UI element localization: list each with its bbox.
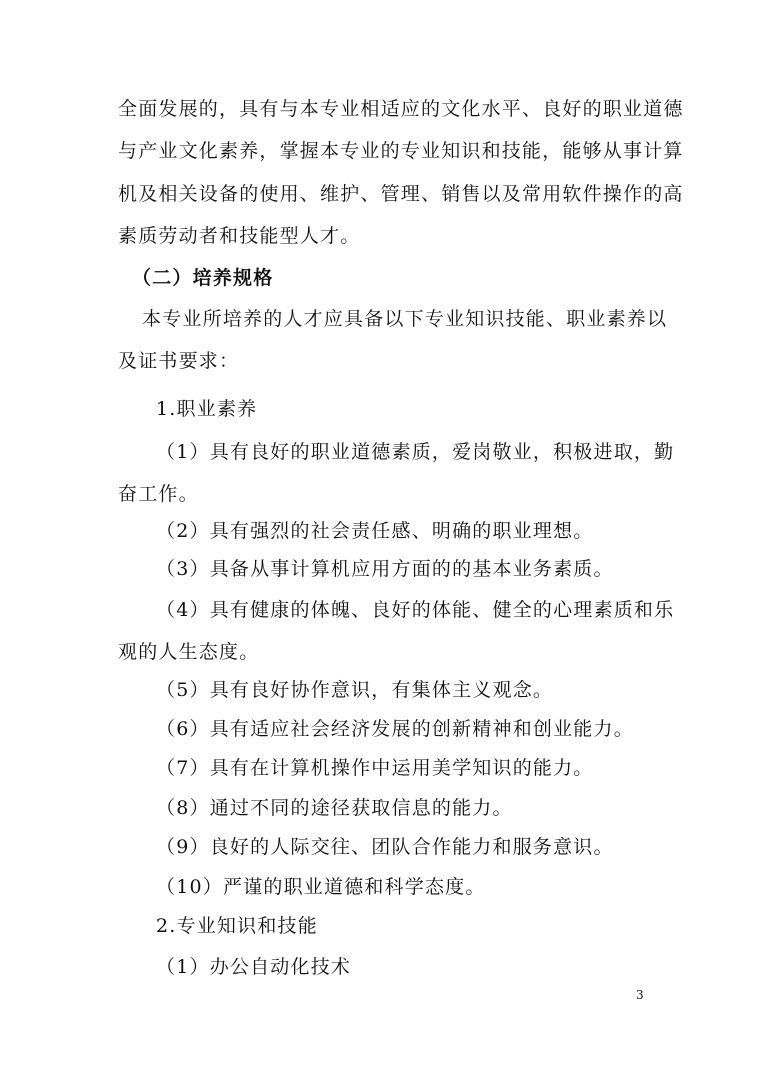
intro-line-4: 素质劳动者和技能型人才。: [118, 225, 361, 247]
quality-item-6: （6）具有适应社会经济发展的创新精神和创业能力。: [156, 718, 634, 740]
quality-item-4-line-1: （4）具有健康的体魄、良好的体能、健全的心理素质和乐: [156, 599, 675, 621]
subheading-knowledge-skills: 2.专业知识和技能: [156, 915, 318, 937]
quality-item-3: （3）具备从事计算机应用方面的的基本业务素质。: [156, 558, 614, 580]
quality-item-2: （2）具有强烈的社会责任感、明确的职业理想。: [156, 520, 594, 542]
quality-item-9: （9）良好的人际交往、团队合作能力和服务意识。: [156, 836, 614, 858]
intro-line-3: 机及相关设备的使用、维护、管理、销售以及常用软件操作的高: [118, 183, 684, 205]
intro-line-1: 全面发展的，具有与本专业相适应的文化水平、良好的职业道德: [118, 98, 684, 120]
section-heading: （二）培养规格: [132, 267, 274, 289]
intro-line-2: 与产业文化素养，掌握本专业的专业知识和技能，能够从事计算: [118, 140, 684, 162]
quality-item-7: （7）具有在计算机操作中运用美学知识的能力。: [156, 757, 594, 779]
quality-item-10: （10）严谨的职业道德和科学态度。: [156, 876, 486, 898]
quality-item-8: （8）通过不同的途径获取信息的能力。: [156, 797, 513, 819]
subheading-professional-quality: 1.职业素养: [156, 398, 258, 420]
spec-intro-line-1: 本专业所培养的人才应具备以下专业知识技能、职业素养以: [142, 308, 668, 330]
quality-item-4-line-2: 观的人生态度。: [118, 641, 260, 663]
spec-intro-line-2: 及证书要求：: [118, 350, 240, 372]
page-number: 3: [636, 988, 644, 1002]
quality-item-5: （5）具有良好协作意识，有集体主义观念。: [156, 679, 554, 701]
quality-item-1-line-2: 奋工作。: [118, 483, 199, 505]
skills-item-1: （1）办公自动化技术: [156, 956, 352, 978]
quality-item-1-line-1: （1）具有良好的职业道德素质，爱岗敬业，积极进取，勤: [156, 441, 675, 463]
